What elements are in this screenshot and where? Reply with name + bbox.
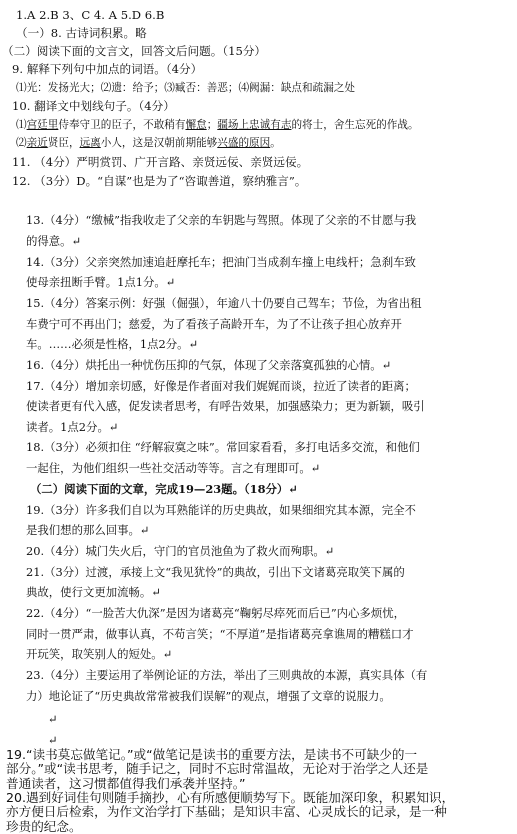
p3-q19-line-3: 普通读者，这习惯都值得我们承袭并坚持。” [6, 775, 246, 791]
p2-q23-line-2: 力）地论证了“历史典故常常被我们误解”的观点，增强了文章的说服力。 [26, 689, 391, 703]
return-mark: ↵ [71, 234, 82, 248]
p2-q22-line-1: 22.（4分）“一脸苦大仇深”是因为诸葛亮“鞠躬尽瘁死而后已”内心多烦忧， [26, 606, 405, 620]
p2-q21-line-2-text: 典故，使行文更加流畅。 [26, 585, 152, 599]
return-mark: ↵ [151, 585, 161, 599]
p3-q20-line-2: 亦方便日后检索，为作文治学打下基础；是知识丰富、心灵成长的记录，是一种 [6, 804, 447, 820]
q10-a1-underline-2: 懈怠 [185, 119, 207, 131]
p2-q14-line-2-text: 使母亲扭断手臂。1点1分。 [26, 275, 166, 289]
answers-1-6: 1.A 2.B 3、C 4. A 5.D 6.B [16, 8, 165, 22]
p2-q22-line-3 [26, 647, 172, 661]
q10-answer-2 [16, 136, 281, 150]
return-mark: ↵ [310, 461, 321, 475]
q10-a2-num: ⑵ [16, 137, 27, 149]
q10-a1-underline-1: 宫廷里 [26, 119, 59, 131]
p2-q17-line-3-text: 读者。1点2分。 [26, 420, 109, 434]
p2-q15-line-2: 车费宁可不再出门；慈爱，为了看孩子高龄开车，为了不让孩子担心放弃开 [26, 317, 402, 331]
q10-answer-1 [16, 118, 419, 132]
p3-q20-line-3: 珍贵的纪念。 [6, 818, 82, 834]
p2-q17-line-3 [26, 420, 118, 434]
p2-q18-line-2-text: 一起住，为他们组织一些社交活动等等。言之有理即可。 [26, 461, 311, 475]
p2-q19-line-2 [26, 523, 149, 537]
return-mark: ↵ [188, 337, 199, 351]
p2-q22-line-2: 同时一贯严肃，做事认真，不苟言笑；“不厚道”是指诸葛亮拿谯周的糟糕口才 [26, 627, 414, 641]
q10-a1-num: ⑴ [16, 119, 27, 131]
p3-q19-line-2: 部分。”或“读书思考，随手记之，同时不忘时常温故，无论对于治学之人还是 [6, 761, 429, 777]
q10-a2-underline-3: 兴盛的原因 [217, 137, 271, 149]
p2-q20-line [26, 544, 334, 558]
q10-title: 10. 翻译文中划线句子。（4分） [12, 99, 175, 113]
p2-q17-line-1: 17.（4分）增加亲切感，好像是作者面对我们娓娓而谈，拉近了读者的距离； [26, 379, 416, 393]
q9-title: 9. 解释下列句中加点的词语。（4分） [12, 62, 203, 76]
return-mark: ↵ [139, 523, 150, 537]
p2-q13-line-2-text: 的得意。 [26, 234, 72, 248]
q10-a2-text-1: 贤臣， [47, 137, 80, 149]
p2-q15-line-3 [26, 337, 198, 351]
q10-a1-text-1: 侍奉守卫的臣子，不敢稍有 [58, 119, 186, 131]
q10-a2-underline-2: 远离 [79, 137, 101, 149]
p2-q23-line-1: 23.（4分）主要运用了举例论证的方法，举出了三则典故的本源，真实具体（有 [26, 668, 428, 682]
q8-line: （一）8. 古诗词积累。略 [16, 26, 147, 40]
p3-q19-line-1: 19.“读书莫忘做笔记。”或“做笔记是读书的重要方法，是读书不可缺少的一 [6, 747, 418, 762]
return-mark: ↵ [108, 420, 119, 434]
return-mark: ↵ [324, 544, 335, 558]
q10-a1-underline-3: 疆场上忠诚有志 [217, 119, 292, 131]
p2-q19-line-1: 19.（3分）许多我们自以为耳熟能详的历史典故，如果细细究其本源，完全不 [26, 503, 416, 517]
p2-section-title [30, 482, 298, 496]
q10-a2-underline-1: 亲近 [26, 137, 48, 149]
return-mark: ↵ [288, 482, 298, 496]
q10-a2-text-2: 小人，这是汉朝前期能够 [100, 137, 218, 149]
p2-q21-line-1: 21.（3分）过渡，承接上文“我见犹怜”的典故，引出下文诸葛亮取笑下属的 [26, 565, 405, 579]
p2-q13-line-2 [26, 234, 81, 248]
q10-a1-text-3: 的将士，舍生忘死的作战。 [291, 119, 419, 131]
p2-q14-line-1: 14.（3分）父亲突然加速追赶摩托车；把油门当成刹车撞上电线杆；急刹车致 [26, 255, 416, 269]
p2-q13-line-1: 13.（4分）“缴械”指我收走了父亲的车钥匙与驾照。体现了父亲的不甘愿与我 [26, 213, 417, 227]
p2-q17-line-2: 使读者更有代入感，促发读者思考，有呼告效果，加强感染力；更为新颖，吸引 [26, 399, 425, 413]
p2-q16-line [26, 358, 391, 372]
q12-answer: 12. （3分）D。“自谋”也是为了“咨诹善道，察纳雅言”。 [12, 174, 307, 188]
p2-q14-line-2 [26, 275, 175, 289]
return-mark: ↵ [162, 647, 173, 661]
p2-q15-line-1: 15.（4分）答案示例：好强（倔强），年逾八十仍要自己驾车；节俭，为省出租 [26, 296, 422, 310]
p2-q15-line-3-text: 车。……必须是性格，1点2分。 [26, 337, 189, 351]
p2-q19-line-2-text: 是我们想的那么回事。 [26, 523, 140, 537]
return-mark: ↵ [165, 275, 176, 289]
p2-section-title-text: （二）阅读下面的文章，完成19—23题。（18分） [30, 482, 289, 496]
p2-q18-line-1: 18.（3分）必须扣住 “纾解寂寞之味”。常回家看看，多打电话多交流，和他们 [26, 440, 420, 454]
section2-title: （二）阅读下面的文言文，回答文后问题。（15分） [2, 44, 267, 58]
p2-q20-text: 20.（4分）城门失火后，守门的官员池鱼为了救火而殉职。 [26, 544, 325, 558]
p2-q18-line-2 [26, 461, 320, 475]
q11-answer: 11. （4分）严明赏罚、广开言路、亲贤远佞、亲贤远佞。 [12, 155, 309, 169]
q10-a1-text-2: ； [206, 119, 218, 131]
q10-a2-text-3: 。 [270, 137, 281, 149]
return-mark: ↵ [381, 358, 392, 372]
p3-q20-line-1: 20.遇到好词佳句则随手摘抄，心有所感便顺势写下。既能加深印象，积累知识， [6, 789, 455, 805]
return-mark: ↵ [48, 712, 58, 726]
p2-q22-line-3-text: 开玩笑，取笑别人的短处。 [26, 647, 163, 661]
return-mark: ↵ [48, 733, 58, 747]
q9-answer: ⑴光：发扬光大；⑵遗：给予；⑶臧否：善恶；⑷阙漏：缺点和疏漏之处 [16, 82, 355, 94]
p2-q16-text: 16.（4分）烘托出一种忧伤压抑的气氛，体现了父亲落寞孤独的心情。 [26, 358, 382, 372]
p2-q21-line-2 [26, 585, 161, 599]
